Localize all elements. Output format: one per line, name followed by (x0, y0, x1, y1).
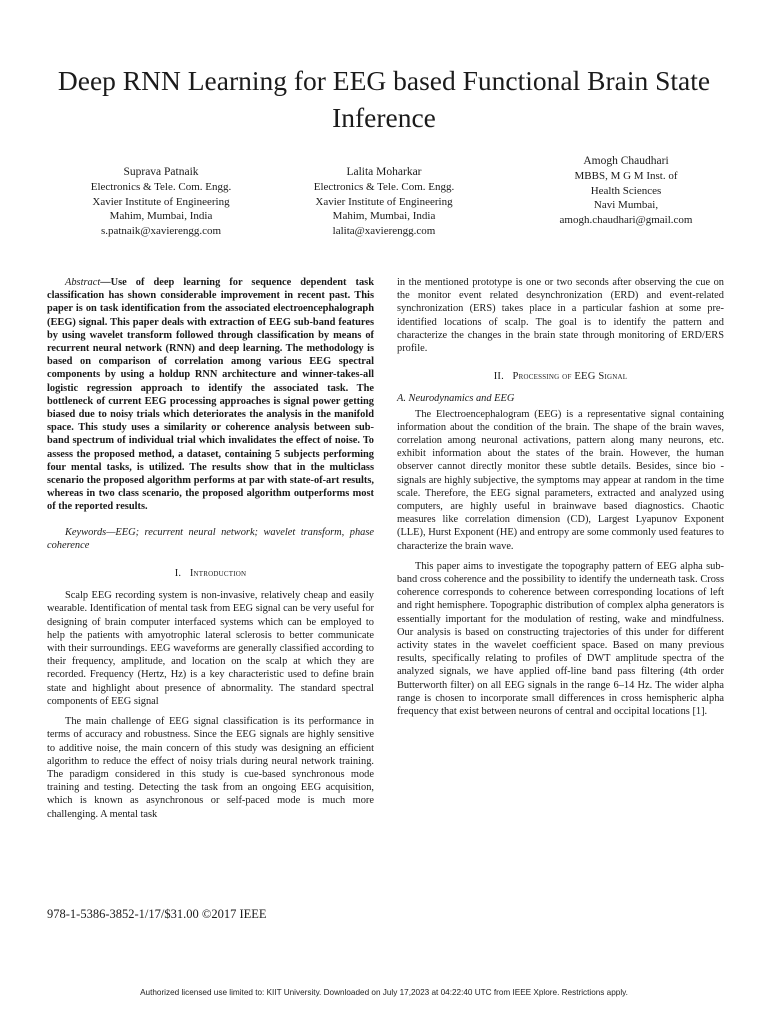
author-affiliation: MBBS, M G M Inst. of (574, 169, 678, 182)
author-name: Amogh Chaudhari (583, 155, 669, 167)
author-affiliation: Electronics & Tele. Com. Engg. (313, 180, 455, 193)
keywords-text: —EEG; recurrent neural network; wavelet transform, phase coherence (47, 526, 374, 551)
section-heading-processing: II. Processing of EEG Signal (493, 371, 628, 383)
abstract-text: —Use of deep learning for sequence dependent task classification has shown considerable improvement in recent past. This paper is on task identification from the associated electroencephalograph (EEG) signal. This paper deals with extraction of EEG sub-band features by using wavelet transform followed through classification by means of recurrent neural network (RNN) and deep learning. The methodology is based on comparison of correlation among various EEG spectral components by using a holdup RNN architecture and winner-takes-all logistic regression approach to identify the associated task. The bottleneck of current EEG processing approaches is signal power getting biased due to noisy trials which deteriorates the analysis in the manifold space. This study uses a similarity or coherence analysis between sub-band spectrum of individual trial which invalidates the effect of noise. To assess the proposed method, a dataset, containing 5 subjects performing four mental tasks, is utilized. The results show that in the multiclass scenario the proposed algorithm performs at par with state-of-art results, whereas in two class scenario, the proposed algorithm outperforms most of the reported results. (47, 277, 374, 513)
author-affiliation: Xavier Institute of Engineering (315, 195, 453, 208)
author-email: lalita@xavierengg.com (332, 225, 436, 238)
author-affiliation: Xavier Institute of Engineering (92, 195, 230, 208)
author-location: Mahim, Mumbai, India (332, 210, 436, 223)
author-block-1 (55, 165, 267, 239)
author-name: Suprava Patnaik (123, 166, 199, 178)
right-column (397, 276, 724, 718)
body-paragraph: The main challenge of EEG signal classification is its performance in terms of accuracy and robustness. Since the EEG signals are highly sensitive to additive noise, the main concern of this study was designing an efficient algorithm to reduce the effect of noisy trials during neural network training. The paradigm considered in this study is cue-based synchronous mode training and testing. Detecting the task from an ongoing EEG acquisition, which is known as asynchronous or self-paced mode is much more challenging. A mental task (47, 716, 374, 820)
left-column (47, 276, 374, 821)
section-heading-introduction: I. Introduction (174, 568, 247, 580)
keywords (47, 526, 374, 552)
author-affiliation: Health Sciences (590, 184, 662, 197)
author-location: Navi Mumbai, (593, 199, 659, 212)
abstract-lead: Abstract (65, 277, 101, 288)
body-paragraph: Scalp EEG recording system is non-invasive, relatively cheap and easily wearable. Identification of mental task from EEG signal can be very useful for designing of brain computer interfaced systems which can be employed to help the patients with amyotrophic lateral sclerosis to better communicate with their surroundings. EEG waveforms are generally classified according to their frequency, amplitude, and location on the scalp at which they are recorded. Frequency (Hertz, Hz) is a key characteristic used to define brain state and highlight about presence of abnormality. The standard spectral components of EEG signal (47, 590, 374, 707)
subsection-heading: A. Neurodynamics and EEG (397, 393, 515, 405)
abstract (47, 276, 374, 514)
keywords-lead: Keywords (65, 526, 107, 538)
author-block-2 (272, 165, 496, 239)
author-location: Mahim, Mumbai, India (109, 210, 213, 223)
paper-title: Deep RNN Learning for EEG based Functional Brain State Inference (57, 65, 711, 133)
author-email: amogh.chaudhari@gmail.com (559, 214, 693, 227)
body-paragraph: This paper aims to investigate the topography pattern of EEG alpha sub-band cross coherence and the possibility to identify the underneath task. Cross coherence corresponds to coherence between corresponding locations of left and right hemisphere. Topographic distribution of complex alpha generators is essentially important for the modulation of resting, wake and mindfulness. Our analysis is based on constructing trajectories of this under for different activity states in the wavelet coefficient space. Based on many previous results, specifically relating to profiles of DWT amplitude spectra of the analyzed signals, we have applied off-line band pass filtering (4th order Butterworth filter) on all EEG signals in the range 6–14 Hz. The wider alpha range is chosen to incorporate small differences in cross hemispheric alpha frequency that exist between neurons of central and occipital locations [1]. (397, 560, 724, 718)
author-block-3 (520, 154, 732, 228)
body-paragraph: in the mentioned prototype is one or two seconds after observing the cue on the monitor event related desynchronization (ERD) and event-related synchronization (ERS) takes place in a particular fashion at some pre-identified locations of scalp. The goal is to identify the pattern and characterize the changes in the brain state through monitoring of ERD/ERS profile. (397, 277, 724, 355)
copyright-footer: 978-1-5386-3852-1/17/$31.00 ©2017 IEEE (47, 907, 267, 921)
license-notice: Authorized licensed use limited to: KIIT University. Downloaded on July 17,2023 at 04:22:40 UTC from IEEE Xplore. Restrictions apply. (140, 988, 628, 997)
author-name: Lalita Moharkar (346, 166, 422, 178)
author-affiliation: Electronics & Tele. Com. Engg. (90, 180, 232, 193)
author-email: s.patnaik@xavierengg.com (100, 225, 222, 238)
body-paragraph: The Electroencephalogram (EEG) is a representative signal containing information about the condition of the brain. The shape of the brain waves, correlation among neuronal activations, pattern along many neurons, etc. exhibit information about the states of the brain. However, the human observer cannot directly monitor these subtle details. Besides, since bio -signals are highly subjective, the symptoms may appear at random in the time scale. Therefore, the EEG signal parameters, extracted and analyzed using computers, are highly useful in brainwave based diagnostics. Chaotic measures like correlation dimension (CD), Largest Lyapunov Exponent (LLE), Hurst Exponent (HE) and entropy are some commonly used features to characterize the brain wave. (397, 408, 724, 552)
